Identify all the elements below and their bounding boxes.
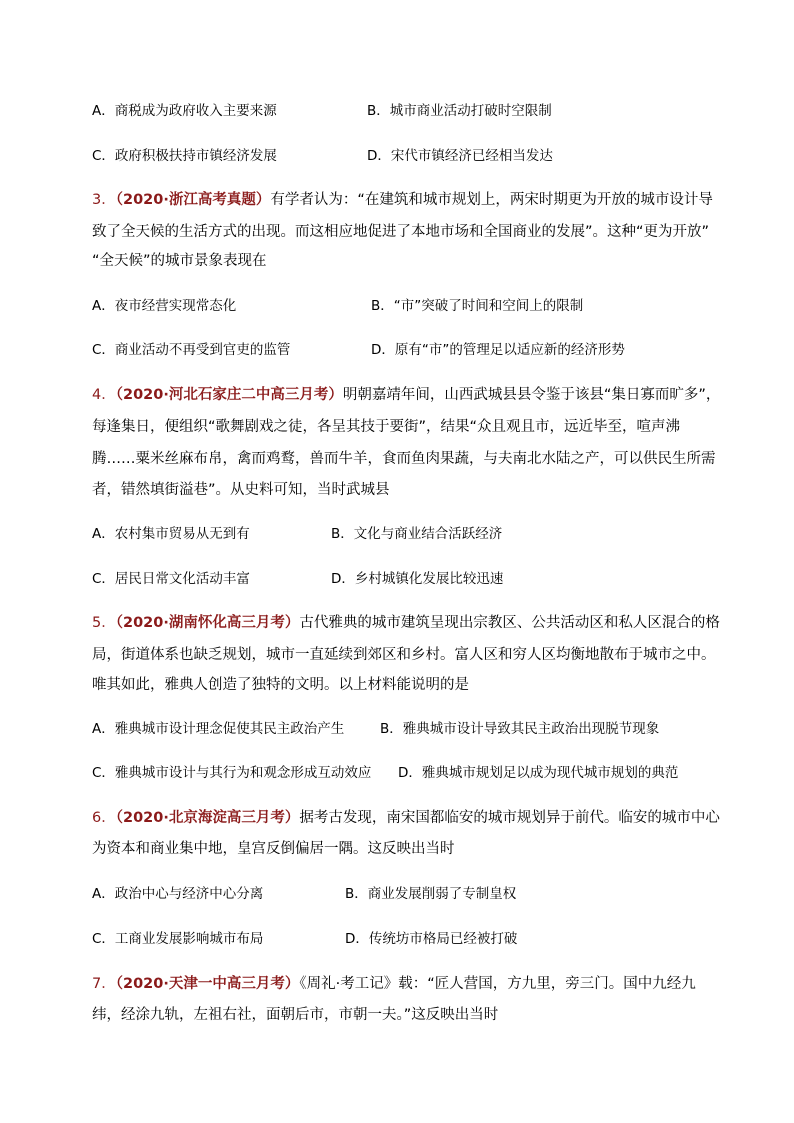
q6-number: 6． xyxy=(92,810,116,826)
q6-text: 据考古发现，南宋国都临安的城市规划异于前代。临安的城市中心 xyxy=(299,810,720,826)
q7-source: （2020·天津一中高三月考） xyxy=(115,976,300,992)
q3-option-a[interactable]: A．夜市经营实现常态化 xyxy=(92,298,237,314)
q5-source: （2020·湖南怀化高三月考） xyxy=(115,615,300,631)
q3-stem-line-2: 致了全天候的生活方式的出现。而这相应地促进了本地市场和全国商业的发展”。这种“更为开放” xyxy=(92,224,710,240)
q4-option-d[interactable]: D．乡村城镇化发展比较迅速 xyxy=(331,571,504,587)
q2-option-d[interactable]: D．宋代市镇经济已经相当发达 xyxy=(367,148,553,164)
q4-stem-line-3: 腾……粟米丝麻布帛，禽而鸡鹜，兽而牛羊，食而鱼肉果蔬，与夫南北水陆之产，可以供民生所需 xyxy=(92,451,716,467)
q4-text: 明朝嘉靖年间，山西武城县县令鉴于该县“集日寡而旷多”， xyxy=(342,387,721,403)
q5-option-c[interactable]: C．雅典城市设计与其行为和观念形成互动效应 xyxy=(92,765,372,781)
q3-number: 3． xyxy=(92,192,116,208)
q3-stem-line-1 xyxy=(92,190,712,210)
q2-option-c[interactable]: C．政府积极扶持市镇经济发展 xyxy=(92,148,277,164)
q2-option-b[interactable]: B．城市商业活动打破时空限制 xyxy=(367,103,552,119)
q3-option-b[interactable]: B．“市”突破了时间和空间上的限制 xyxy=(371,298,584,314)
q4-stem-line-4: 者，错然填街溢巷”。从史料可知，当时武城县 xyxy=(92,482,390,498)
q5-stem-line-2: 局，街道体系也缺乏规划，城市一直延续到郊区和乡村。富人区和穷人区均衡地散布于城市之中。 xyxy=(92,647,716,663)
q4-option-c[interactable]: C．居民日常文化活动丰富 xyxy=(92,571,250,587)
q6-option-c[interactable]: C．工商业发展影响城市布局 xyxy=(92,931,264,947)
q6-option-b[interactable]: B．商业发展削弱了专制皇权 xyxy=(345,886,517,902)
q7-stem-line-1 xyxy=(92,974,712,994)
q3-stem-line-3: “全天候”的城市景象表现在 xyxy=(92,253,267,269)
q4-number: 4． xyxy=(92,387,116,403)
q6-stem-line-1 xyxy=(92,808,720,828)
q5-text: 古代雅典的城市建筑呈现出宗教区、公共活动区和私人区混合的格 xyxy=(299,615,720,631)
q6-stem-line-2: 为资本和商业集中地，皇宫反倒偏居一隅。这反映出当时 xyxy=(92,841,455,857)
q3-text: 有学者认为：“在建筑和城市规划上，两宋时期更为开放的城市设计导 xyxy=(270,192,713,208)
q3-option-c[interactable]: C．商业活动不再受到官吏的监管 xyxy=(92,342,291,358)
q3-source: （2020·浙江高考真题） xyxy=(115,192,271,208)
q6-option-a[interactable]: A．政治中心与经济中心分离 xyxy=(92,886,264,902)
q7-number: 7． xyxy=(92,976,116,992)
q4-option-a[interactable]: A．农村集市贸易从无到有 xyxy=(92,526,250,542)
q5-number: 5． xyxy=(92,615,116,631)
q3-option-d[interactable]: D．原有“市”的管理足以适应新的经济形势 xyxy=(371,342,625,358)
q2-option-a[interactable]: A．商税成为政府收入主要来源 xyxy=(92,103,277,119)
q4-option-b[interactable]: B．文化与商业结合活跃经济 xyxy=(331,526,503,542)
q5-stem-line-3: 唯其如此，雅典人创造了独特的文明。以上材料能说明的是 xyxy=(92,677,469,693)
q5-option-a[interactable]: A．雅典城市设计理念促使其民主政治产生 xyxy=(92,721,345,737)
q5-option-d[interactable]: D．雅典城市规划足以成为现代城市规划的典范 xyxy=(398,765,679,781)
q4-stem-line-1 xyxy=(92,385,721,405)
q4-source: （2020·河北石家庄二中高三月考） xyxy=(115,387,343,403)
q6-option-d[interactable]: D．传统坊市格局已经被打破 xyxy=(345,931,518,947)
q7-stem-line-2: 纬，经涂九轨，左祖右社，面朝后市，市朝一夫。”这反映出当时 xyxy=(92,1007,499,1023)
q5-option-b[interactable]: B．雅典城市设计导致其民主政治出现脱节现象 xyxy=(380,721,660,737)
q7-text: 《周礼·考工记》载：“匠人营国，方九里，旁三门。国中九经九 xyxy=(299,976,696,992)
q6-source: （2020·北京海淀高三月考） xyxy=(115,810,300,826)
q4-stem-line-2: 每逢集日，便组织“歌舞剧戏之徒，各呈其技于要街”，结果“众且观且市，远近毕至，喧声沸 xyxy=(92,419,681,435)
q5-stem-line-1 xyxy=(92,613,720,633)
